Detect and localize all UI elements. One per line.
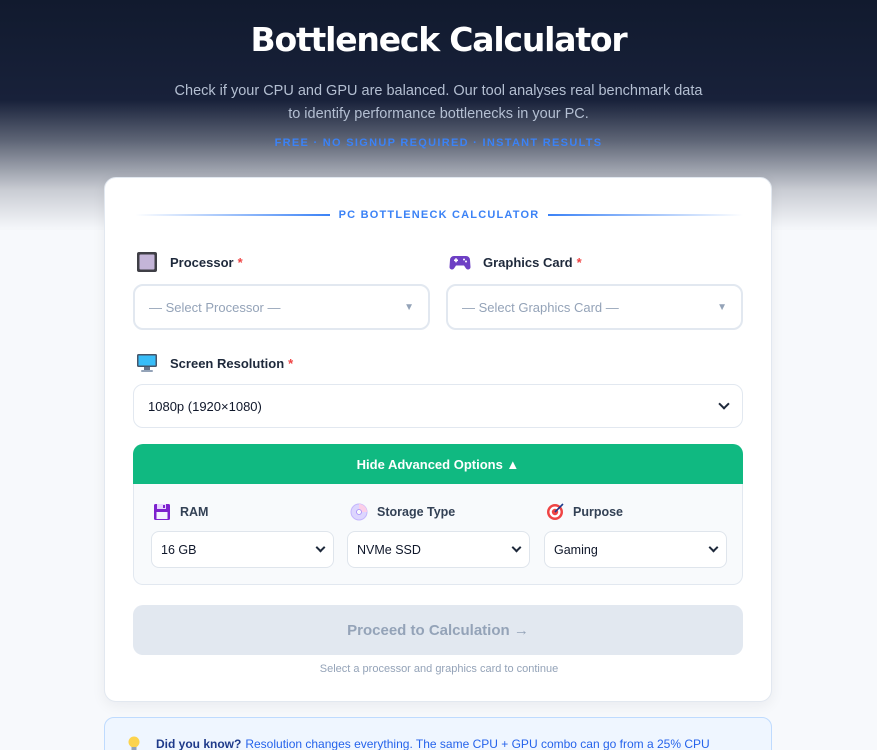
caret-down-icon: ▼ (717, 301, 727, 313)
purpose-value: Gaming (554, 542, 598, 557)
ram-select[interactable] (151, 531, 334, 568)
lightbulb-icon (127, 736, 141, 750)
disc-icon (350, 503, 368, 521)
proceed-hint: Select a processor and graphics card to continue (319, 663, 559, 675)
hero-subtitle-line-2: to identify performance bottlenecks in your PC. (288, 106, 589, 122)
ram-label-text: RAM (180, 505, 209, 519)
hero-tagline: FREE · NO SIGNUP REQUIRED · INSTANT RESULTS (274, 137, 603, 149)
processor-label (136, 251, 243, 273)
gpu-select[interactable] (446, 284, 743, 330)
did-you-know-tip (104, 717, 772, 750)
gpu-label (449, 251, 582, 273)
hero-subtitle-line-1: Check if your CPU and GPU are balanced. Our tool analyses real benchmark data (174, 83, 703, 99)
gamepad-icon (449, 251, 471, 273)
gpu-placeholder: — Select Graphics Card — (462, 299, 619, 315)
tip-row (127, 736, 710, 750)
processor-placeholder: — Select Processor — (149, 299, 281, 315)
caret-down-icon: ▼ (404, 301, 414, 313)
required-marker: * (576, 254, 582, 270)
processor-select[interactable] (133, 284, 430, 330)
gpu-label-text: Graphics Card (483, 254, 573, 270)
resolution-select[interactable] (133, 384, 743, 428)
hero-subtitle (0, 80, 877, 126)
proceed-button[interactable]: Proceed to Calculation → (133, 605, 743, 655)
ram-value: 16 GB (161, 542, 197, 557)
storage-value: NVMe SSD (357, 542, 421, 557)
purpose-label (546, 503, 623, 521)
tip-text: Resolution changes everything. The same CPU + GPU combo can go from a 25% CPU (245, 737, 710, 750)
purpose-select[interactable] (544, 531, 727, 568)
card-header-title: PC BOTTLENECK CALCULATOR (338, 209, 540, 221)
chevron-down-icon (709, 543, 719, 553)
resolution-value: 1080p (1920×1080) (148, 398, 262, 414)
chevron-down-icon (316, 543, 326, 553)
toggle-advanced-options-button[interactable]: Hide Advanced Options ▲ (133, 444, 743, 484)
tip-title: Did you know? (156, 737, 242, 750)
ram-label (153, 503, 208, 521)
resolution-label (136, 352, 293, 374)
storage-label (350, 503, 455, 521)
monitor-icon (136, 352, 158, 374)
processor-label-text: Processor (170, 254, 234, 270)
advanced-options-panel (133, 484, 743, 585)
header-divider-left (135, 214, 330, 216)
storage-label-text: Storage Type (377, 505, 456, 519)
resolution-label-text: Screen Resolution (170, 355, 285, 371)
purpose-label-text: Purpose (573, 505, 624, 519)
floppy-disk-icon (153, 503, 171, 521)
header-divider-right (548, 214, 743, 216)
card-header (135, 208, 743, 222)
chevron-down-icon (512, 543, 522, 553)
required-marker: * (288, 355, 294, 371)
calculator-card (104, 177, 772, 702)
chevron-down-icon (718, 398, 729, 409)
storage-select[interactable] (347, 531, 530, 568)
target-icon (546, 503, 564, 521)
processor-chip-icon (136, 251, 158, 273)
page-title: Bottleneck Calculator (250, 20, 627, 59)
required-marker: * (237, 254, 243, 270)
